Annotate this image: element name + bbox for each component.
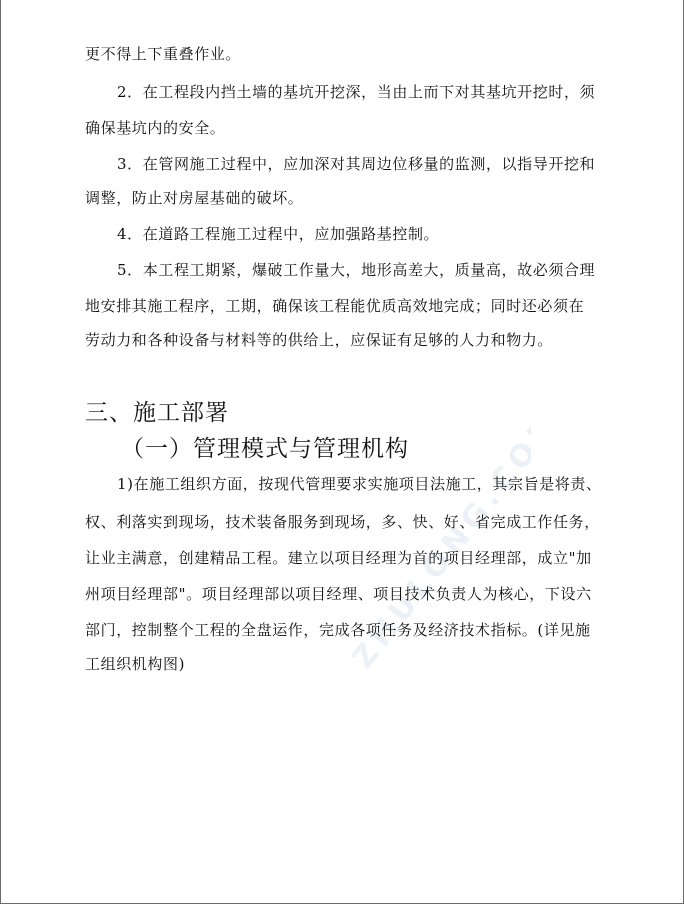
section-paragraph-line-6: 工组织机构图) [85, 655, 186, 673]
section-paragraph-line-5: 部门，控制整个工程的全盘运作，完成各项任务及经济技术指标。(详见施 [85, 621, 591, 639]
item-3-line-1: 3．在管网施工过程中，应加深对其周边位移量的监测，以指导开挖和 [117, 155, 596, 173]
item-5-line-1: 5．本工程工期紧，爆破工作量大，地形高差大，质量高，故必须合理 [117, 261, 596, 279]
svg-text:ZHULONG.COM: ZHULONG.COM [345, 402, 531, 670]
item-5-line-3: 劳动力和各种设备与材料等的供给上，应保证有足够的人力和物力。 [85, 331, 554, 349]
section-paragraph-line-2: 权、利落实到现场，技术装备服务到现场，多、快、好、省完成工作任务， [85, 513, 600, 531]
item-2-line-1: 2．在工程段内挡土墙的基坑开挖深，当由上而下对其基坑开挖时，须 [117, 83, 596, 101]
section-heading: 三、施工部署 [85, 400, 229, 426]
subsection-heading: （一）管理模式与管理机构 [121, 436, 409, 462]
item-2-line-2: 确保基坑内的安全。 [85, 119, 226, 137]
paragraph-line-1: 更不得上下重叠作业。 [85, 45, 242, 63]
item-5-line-2: 地安排其施工程序，工期，确保该工程能优质高效地完成；同时还必须在 [85, 297, 585, 315]
item-4-line-1: 4．在道路工程施工过程中，应加强路基控制。 [117, 225, 440, 243]
section-paragraph-line-3: 让业主满意，创建精品工程。建立以项目经理为首的项目经理部，成立"加 [85, 549, 592, 567]
section-paragraph-line-4: 州项目经理部"。项目经理部以项目经理、项目技术负责人为核心，下设六 [85, 585, 592, 603]
item-3-line-2: 调整，防止对房屋基础的破坏。 [85, 189, 304, 207]
section-paragraph-line-1: 1)在施工组织方面，按现代管理要求实施项目法施工，其宗旨是将责、 [117, 475, 602, 493]
